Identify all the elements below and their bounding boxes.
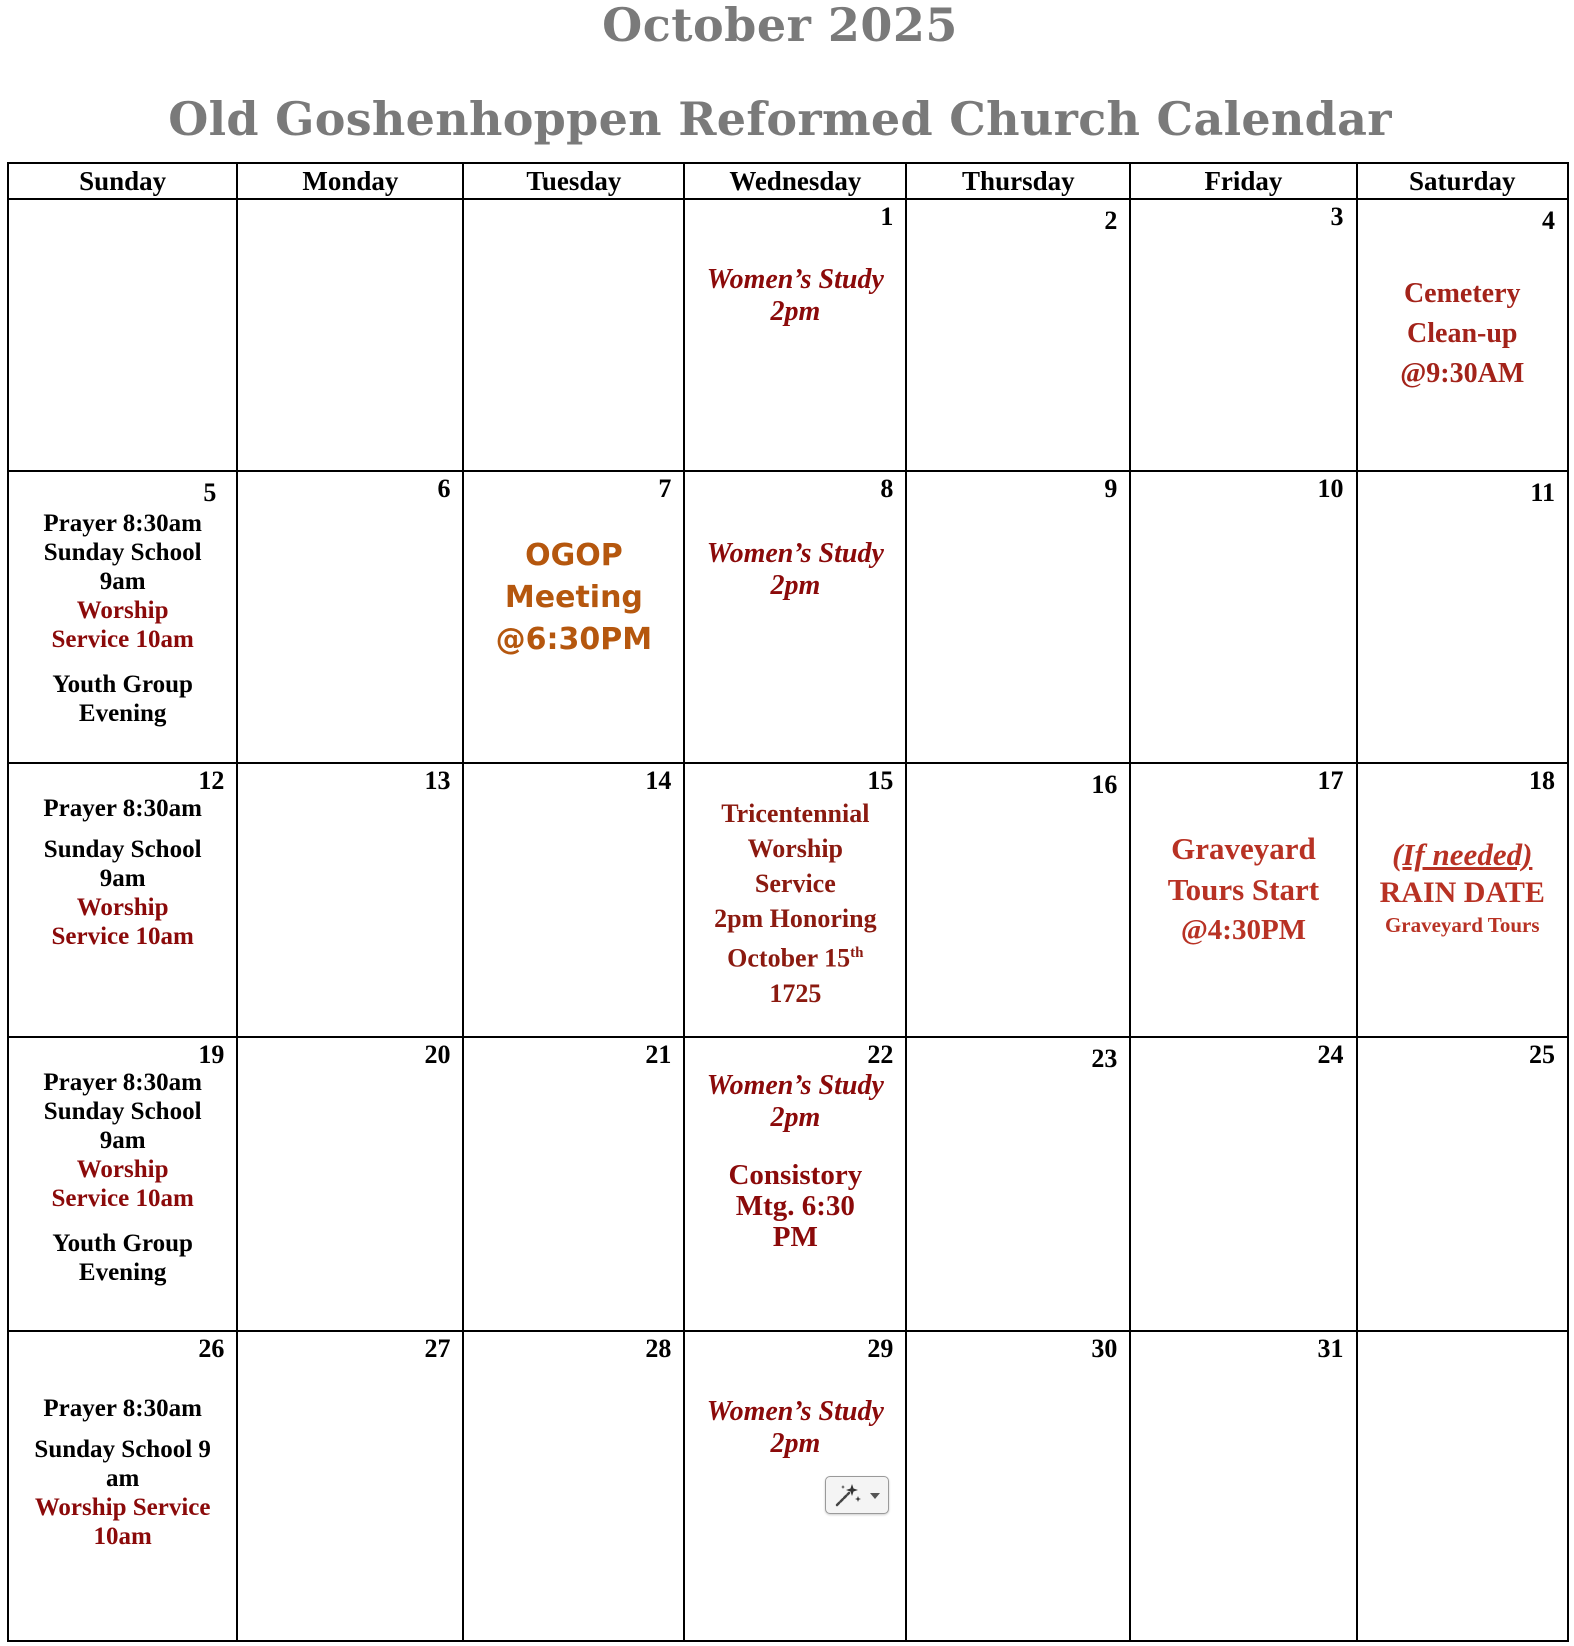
event-title: Women’s Study (706, 264, 884, 295)
day-number: 31 (1317, 1334, 1344, 1363)
event-worship: Worship (76, 894, 169, 921)
event-sunday-school: Sunday School 9 (34, 1436, 211, 1463)
event-title: Service (754, 869, 836, 898)
week-row-2 (8, 471, 1568, 763)
day-number: 13 (424, 766, 451, 795)
weekday-monday: Monday (237, 163, 463, 199)
event-time: 2pm (770, 1428, 821, 1459)
event-worship-time: Service 10am (51, 1185, 194, 1212)
event-title: Tricentennial (721, 799, 870, 828)
day-number: 7 (658, 474, 672, 503)
event-list (9, 794, 236, 951)
event-time: 2pm (770, 296, 821, 327)
event-title: RAIN DATE (1379, 876, 1545, 909)
day-cell-empty[interactable] (463, 199, 684, 471)
day-cell-12[interactable] (8, 763, 237, 1037)
chevron-down-icon (870, 1493, 880, 1499)
event-consistory: Consistory (728, 1159, 863, 1191)
event-youth-group-time: Evening (78, 1259, 167, 1286)
event-sunday-school: Sunday School (43, 836, 202, 863)
event-consistory-time: Mtg. 6:30 (735, 1190, 855, 1222)
event-time: @9:30AM (1400, 358, 1525, 389)
day-number: 25 (1529, 1040, 1555, 1069)
day-number: 21 (645, 1040, 672, 1069)
event-title: OGOP (525, 538, 623, 573)
event-womens-study (685, 538, 905, 602)
event-date-main: October 15 (727, 943, 851, 973)
event-list (685, 1070, 905, 1253)
day-number: 15 (867, 766, 894, 795)
ai-assist-button[interactable] (825, 1476, 889, 1514)
day-cell-empty[interactable] (1357, 1331, 1568, 1641)
week-row-5 (8, 1331, 1568, 1641)
day-number: 14 (645, 766, 672, 795)
weekday-tuesday: Tuesday (463, 163, 684, 199)
event-note: (If needed) (1392, 837, 1533, 872)
day-cell-29[interactable] (684, 1331, 906, 1641)
event-worship: Worship (76, 597, 169, 624)
day-number: 12 (198, 766, 225, 795)
day-cell-24[interactable] (1130, 1037, 1356, 1331)
weekday-friday: Friday (1130, 163, 1356, 199)
day-cell-23[interactable] (906, 1037, 1130, 1331)
day-number: 16 (1091, 770, 1118, 799)
event-worship-time: Service 10am (51, 923, 194, 950)
event-sunday-school-time: 9am (99, 568, 146, 595)
day-number: 11 (1530, 478, 1555, 507)
event-title: Clean-up (1407, 318, 1518, 349)
event-list (9, 1068, 236, 1287)
event-prayer: Prayer 8:30am (43, 1069, 202, 1096)
day-cell-3[interactable] (1130, 199, 1356, 471)
day-number: 20 (424, 1040, 451, 1069)
day-cell-8[interactable] (684, 471, 906, 763)
event-sunday-school-time: 9am (99, 1127, 146, 1154)
day-number: 8 (880, 474, 894, 503)
day-number: 22 (867, 1040, 894, 1069)
event-worship-time: 10am (93, 1523, 152, 1550)
event-subtitle: Graveyard Tours (1384, 913, 1540, 937)
event-womens-study: Women’s Study (706, 1070, 884, 1101)
day-cell-13[interactable] (237, 763, 463, 1037)
event-list (9, 509, 236, 728)
event-time: 2pm (770, 570, 821, 601)
day-number: 10 (1317, 474, 1344, 503)
event-womens-study (685, 1396, 905, 1460)
event-title: Women’s Study (706, 1396, 884, 1427)
event-time: @6:30PM (495, 622, 653, 657)
day-cell-21[interactable] (463, 1037, 684, 1331)
day-cell-18[interactable] (1357, 763, 1568, 1037)
week-row-3 (8, 763, 1568, 1037)
day-cell-empty[interactable] (8, 199, 237, 471)
day-number: 6 (437, 474, 451, 503)
event-time: 2pm Honoring (714, 904, 877, 933)
weekday-sunday: Sunday (8, 163, 237, 199)
weekday-saturday: Saturday (1357, 163, 1568, 199)
day-cell-9[interactable] (906, 471, 1130, 763)
day-cell-10[interactable] (1130, 471, 1356, 763)
day-cell-16[interactable] (906, 763, 1130, 1037)
event-prayer: Prayer 8:30am (43, 510, 202, 537)
event-tricentennial-service (685, 796, 905, 1011)
day-cell-11[interactable] (1357, 471, 1568, 763)
event-womens-study-time: 2pm (770, 1102, 821, 1133)
weekday-header-row (8, 163, 1568, 199)
month-title: October 2025 (602, 0, 958, 52)
event-sunday-school-time: 9am (99, 865, 146, 892)
day-number: 2 (1104, 206, 1118, 235)
event-sunday-school: Sunday School (43, 539, 202, 566)
event-worship-time: Service 10am (51, 626, 194, 653)
event-sunday-school-time: am (105, 1465, 140, 1492)
event-youth-group-time: Evening (78, 700, 167, 727)
day-cell-4[interactable] (1357, 199, 1568, 471)
day-number: 23 (1091, 1044, 1118, 1073)
day-cell-27[interactable] (237, 1331, 463, 1641)
day-cell-14[interactable] (463, 763, 684, 1037)
day-cell-15[interactable] (684, 763, 906, 1037)
week-row-4 (8, 1037, 1568, 1331)
day-cell-28[interactable] (463, 1331, 684, 1641)
event-time: @4:30PM (1180, 914, 1307, 946)
event-title: Worship (747, 834, 844, 863)
day-number: 26 (198, 1334, 225, 1363)
day-cell-empty[interactable] (237, 199, 463, 471)
event-title: Women’s Study (706, 538, 884, 569)
event-title: Tours Start (1167, 872, 1320, 907)
day-cell-1[interactable] (684, 199, 906, 471)
event-sunday-school: Sunday School (43, 1098, 202, 1125)
event-title: Cemetery (1403, 278, 1521, 309)
event-youth-group: Youth Group (52, 1230, 193, 1257)
day-number: 27 (424, 1334, 451, 1363)
magic-wand-icon (834, 1482, 862, 1513)
event-date (685, 936, 905, 976)
event-womens-study (685, 264, 905, 328)
day-number: 5 (203, 478, 217, 507)
event-graveyard-tours (1131, 828, 1355, 951)
day-cell-26[interactable] (8, 1331, 237, 1641)
event-prayer: Prayer 8:30am (43, 1395, 202, 1422)
day-number: 18 (1529, 766, 1555, 795)
day-number: 24 (1317, 1040, 1344, 1069)
day-number: 17 (1317, 766, 1344, 795)
day-number: 29 (867, 1334, 894, 1363)
day-cell-5[interactable] (8, 471, 237, 763)
day-number: 1 (880, 202, 894, 231)
day-cell-31[interactable] (1130, 1331, 1356, 1641)
weekday-wednesday: Wednesday (684, 163, 906, 199)
day-number: 30 (1091, 1334, 1118, 1363)
event-worship: Worship Service (34, 1494, 211, 1521)
day-cell-6[interactable] (237, 471, 463, 763)
day-cell-20[interactable] (237, 1037, 463, 1331)
event-youth-group: Youth Group (52, 671, 193, 698)
event-date-suffix: th (850, 945, 864, 961)
day-number: 19 (198, 1040, 225, 1069)
event-cemetery-cleanup (1358, 274, 1567, 394)
event-year: 1725 (769, 978, 822, 1008)
day-cell-22[interactable] (684, 1037, 906, 1331)
day-cell-30[interactable] (906, 1331, 1130, 1641)
calendar-grid (7, 162, 1569, 1642)
day-cell-2[interactable] (906, 199, 1130, 471)
weekday-thursday: Thursday (906, 163, 1130, 199)
calendar-title: Old Goshenhoppen Reformed Church Calendar (168, 92, 1392, 146)
week-row-1 (8, 199, 1568, 471)
event-title: Graveyard (1171, 831, 1316, 866)
event-consistory-time: PM (772, 1221, 818, 1253)
event-rain-date (1358, 836, 1567, 938)
event-title: Meeting (504, 580, 643, 615)
day-number: 3 (1330, 202, 1344, 231)
day-cell-25[interactable] (1357, 1037, 1568, 1331)
event-worship: Worship (76, 1156, 169, 1183)
day-number: 4 (1542, 206, 1555, 235)
day-number: 9 (1104, 474, 1118, 503)
event-prayer: Prayer 8:30am (43, 795, 202, 822)
event-ogop-meeting (464, 535, 683, 661)
day-cell-19[interactable] (8, 1037, 237, 1331)
event-list (9, 1394, 236, 1551)
day-number: 28 (645, 1334, 672, 1363)
day-cell-17[interactable] (1130, 763, 1356, 1037)
day-cell-7[interactable] (463, 471, 684, 763)
